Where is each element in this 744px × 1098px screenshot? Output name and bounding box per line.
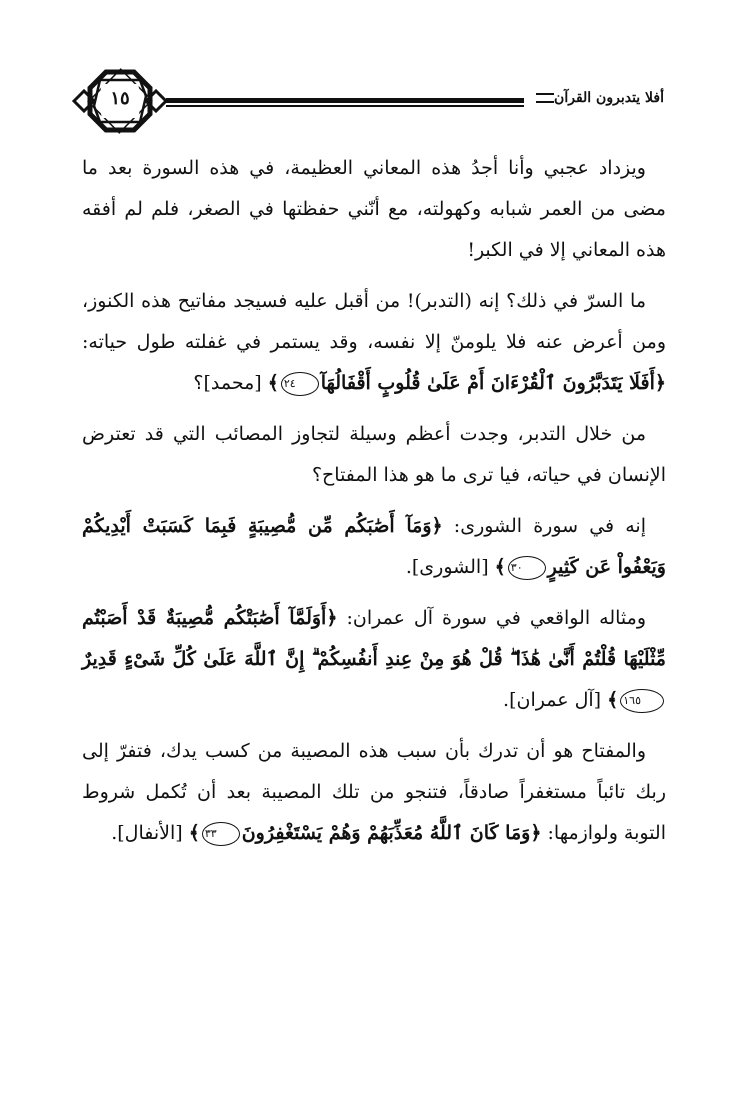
body-text: [محمد]؟: [193, 372, 268, 394]
paragraph-4: [82, 506, 666, 588]
quran-brace-open: ﴿: [530, 822, 542, 844]
quran-verse: وَمَآ أَصَٰبَكُم مِّن مُّصِيبَةٍ فَبِمَا كَسَبَتْ أَيْدِيكُمْ وَيَعْفُواْ عَن كَثِيرٍ: [82, 515, 666, 578]
ayah-number-marker: ٢٤: [281, 372, 319, 396]
paragraph-6: [82, 731, 666, 854]
quran-brace-close: ﴾: [188, 822, 200, 844]
running-title-text: أفلا يتدبرون القرآن: [554, 90, 664, 106]
quran-brace-open: ﴿: [654, 372, 666, 394]
body-text: والمفتاح هو أن تدرك بأن سبب هذه المصيبة من كسب يدك، فتفرّ إلى ربك تائباً مستغفراً صادقاً، فتنجو من تلك المصيبة بعد أن تُكمل شروط التوبة ولوازمها:: [82, 740, 666, 844]
quran-brace-open: ﴿: [326, 607, 338, 629]
quran-brace-close: ﴾: [267, 372, 279, 394]
body-text: من خلال التدبر، وجدت أعظم وسيلة لتجاوز المصائب التي قد تعترض الإنسان في حياته، فيا ترى ما هو هذا المفتاح؟: [82, 423, 666, 486]
paragraph-2: [82, 281, 666, 404]
paragraph-3: [82, 414, 666, 496]
quran-verse: أَوَلَمَّآ أَصَٰبَتْكُم مُّصِيبَةٌ قَدْ أَصَبْتُم مِّثْلَيْهَا قُلْتُمْ أَنَّىٰ هَٰذَا ۖ قُلْ هُوَ مِنْ عِندِ أَنفُسِكُمْ ۗ إِنَّ ٱللَّهَ عَلَىٰ كُلِّ شَىْءٍ قَدِيرٌ: [82, 607, 666, 670]
paragraph-1: [82, 148, 666, 271]
title-bars-icon: [536, 93, 554, 103]
body-text: ما السرّ في ذلك؟ إنه (التدبر)! من أقبل عليه فسيجد مفاتيح هذه الكنوز، ومن أعرض عنه فلا يلومنّ إلا نفسه، وقد يستمر في غفلته طول حياته:: [82, 290, 666, 353]
quran-verse: أَفَلَا يَتَدَبَّرُونَ ٱلْقُرْءَانَ أَمْ عَلَىٰ قُلُوبٍ أَقْفَالُهَآ: [320, 372, 655, 394]
quran-brace-close: ﴾: [494, 556, 506, 578]
ayah-number-marker: ١٦٥: [620, 689, 664, 713]
paragraph-5: [82, 598, 666, 721]
body-text: [آل عمران].: [503, 689, 608, 711]
ayah-number-marker: ٣٣: [202, 822, 240, 846]
quran-brace-open: ﴿: [431, 515, 443, 537]
page-header: [70, 66, 664, 136]
body-text: إنه في سورة الشورى:: [442, 515, 646, 537]
header-rule: [166, 98, 524, 107]
quran-verse: وَمَا كَانَ ٱللَّهُ مُعَذِّبَهُمْ وَهُمْ يَسْتَغْفِرُونَ: [241, 822, 531, 844]
body-text: ويزداد عجبي وأنا أجدُ هذه المعاني العظيمة، في هذه السورة بعد ما مضى من العمر شبابه وكهولته، مع أنّني حفظتها في الصغر، فلم لم أفقه هذه المعاني إلا في الكبر!: [82, 157, 666, 261]
quran-brace-close: ﴾: [607, 689, 619, 711]
header-rule-thin: [166, 105, 524, 107]
running-title: [524, 90, 664, 106]
header-rule-thick: [166, 98, 524, 103]
body-text: [الشورى].: [405, 556, 495, 578]
ayah-number-marker: ٣٠: [508, 556, 546, 580]
body-text: ومثاله الواقعي في سورة آل عمران:: [337, 607, 646, 629]
page-body: [82, 148, 666, 864]
page-number: ١٥: [110, 88, 130, 109]
body-text: [الأنفال].: [111, 822, 189, 844]
